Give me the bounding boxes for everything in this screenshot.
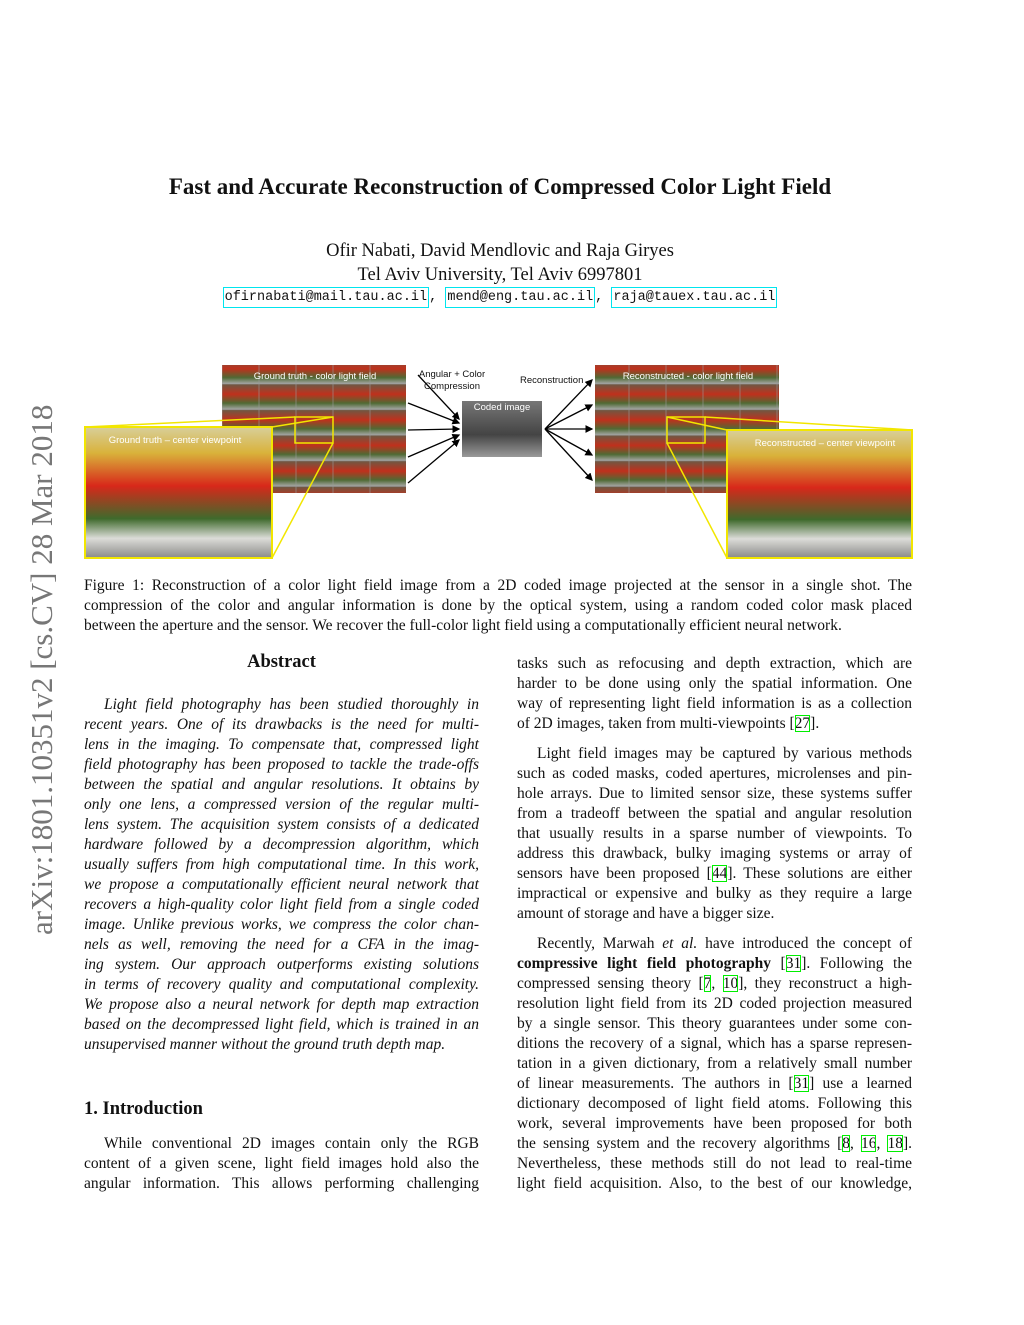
text-line: content of a given scene, light field images hold also the bbox=[84, 1155, 479, 1172]
text-line: angular information. This allows performing challenging bbox=[84, 1175, 479, 1192]
figure-1 bbox=[0, 0, 1024, 580]
text-line: work, several improvements have been proposed for both bbox=[517, 1115, 912, 1132]
text-line: the sensing system and the recovery algorithms [8, 16, 18]. bbox=[517, 1135, 912, 1152]
reconstructed-center-viewpoint-image bbox=[727, 430, 912, 558]
text-line: Light field images may be captured by various methods bbox=[537, 745, 912, 762]
text-line: of 2D images, taken from multi-viewpoints [27]. bbox=[517, 715, 820, 732]
email-link[interactable]: raja@tauex.tau.ac.il bbox=[611, 287, 777, 308]
text-line: in terms of recovery quality and computational complexity. bbox=[84, 976, 479, 993]
gt-field-label: Ground truth - color light field bbox=[253, 371, 377, 382]
citation-link[interactable]: 18 bbox=[887, 1135, 903, 1152]
text-line: between the spatial and angular resolutions. It obtains by bbox=[84, 776, 479, 793]
text-line: only one lens, a compressed version of the regular multi- bbox=[84, 796, 479, 813]
text-line: recent years. One of its drawbacks is the need for multi- bbox=[84, 716, 479, 733]
text-line: ing system. Our approach outperforms existing solutions bbox=[84, 956, 479, 973]
text-line: Light field photography has been studied thoroughly in bbox=[104, 696, 479, 713]
text-line: compressed sensing theory [7, 10], they reconstruct a high- bbox=[517, 975, 912, 992]
right-paragraph-1 bbox=[517, 654, 912, 734]
text-line: usually suffers from high computational time. In this work, bbox=[84, 856, 479, 873]
citation-link[interactable]: 44 bbox=[711, 865, 728, 882]
text-line: from a tradeoff between the spatial and angular resolution bbox=[517, 805, 912, 822]
text-line: unsupervised manner without the ground truth depth map. bbox=[84, 1036, 446, 1053]
text-line: nels as well, removing the need for a CFA in the imag- bbox=[84, 936, 479, 953]
intro-paragraph bbox=[84, 1134, 479, 1194]
gt-center-viewpoint-image bbox=[85, 427, 272, 558]
text-line: image. Unlike previous works, we compress the color chan- bbox=[84, 916, 479, 933]
text-line: hole arrays. Due to limited sensor size, these systems suffer bbox=[517, 785, 912, 802]
rec-field-label: Reconstructed - color light field bbox=[622, 371, 754, 382]
text-line: While conventional 2D images contain only the RGB bbox=[104, 1135, 479, 1152]
text-line: lens in the imaging. To compensate that, compressed light bbox=[84, 736, 479, 753]
citation-link[interactable]: 27 bbox=[794, 715, 811, 732]
text-line: compressive light field photography [31]. Following the bbox=[517, 955, 912, 972]
introduction-heading: 1. Introduction bbox=[84, 1099, 203, 1119]
email-link[interactable]: ofirnabati@mail.tau.ac.il bbox=[223, 287, 430, 308]
paper-title: Fast and Accurate Reconstruction of Compressed Color Light Field bbox=[168, 174, 832, 199]
text-line: address this drawback, bulky imaging systems or array of bbox=[517, 845, 912, 862]
text-line: tation in a given dictionary, from a relatively small number bbox=[517, 1055, 912, 1072]
gt-center-label: Ground truth – center viewpoint bbox=[108, 435, 242, 446]
text-line: by a single sensor. This theory guarantees under some con- bbox=[517, 1015, 912, 1032]
text-line: we propose a computationally efficient neural network that bbox=[84, 876, 479, 893]
text-line: hardware followed by a decompression algorithm, which bbox=[84, 836, 479, 853]
text-line: amount of storage and have a bigger size. bbox=[517, 905, 775, 922]
citation-link[interactable]: 10 bbox=[722, 975, 739, 992]
citation-link[interactable]: 8 bbox=[842, 1135, 850, 1152]
right-paragraph-2 bbox=[517, 744, 912, 924]
text-line: way of representing light field information is as a collection bbox=[517, 695, 912, 712]
italic-term: et al. bbox=[662, 935, 698, 952]
caption-line: compression of the color and angular information is done by the optical system, using a random coded color mask placed bbox=[84, 597, 912, 614]
compression-label: Angular + Color Compression bbox=[418, 369, 486, 392]
authors: Ofir Nabati, David Mendlovic and Raja Giryes bbox=[326, 241, 674, 261]
citation-link[interactable]: 16 bbox=[860, 1135, 877, 1152]
text-line: sensors have been proposed [44]. These solutions are either bbox=[517, 865, 913, 882]
text-line: light field acquisition. Also, to the best of our knowledge, bbox=[517, 1175, 912, 1192]
right-paragraph-3 bbox=[517, 934, 912, 1194]
emails: ofirnabati@mail.tau.ac.il , mend@eng.tau.ac.il , raja@tauex.tau.ac.il bbox=[0, 290, 1000, 305]
text-line: tasks such as refocusing and depth extraction, which are bbox=[517, 655, 912, 672]
text-line: Recently, Marwah et al. have introduced the concept of bbox=[537, 935, 912, 952]
text-line: field photography has been proposed to tackle the trade-offs bbox=[84, 756, 479, 773]
abstract-heading: Abstract bbox=[247, 652, 316, 672]
text-line: based on the decompressed light field, which is trained in an bbox=[84, 1016, 479, 1033]
citation-link[interactable]: 31 bbox=[793, 1075, 810, 1092]
email-link[interactable]: mend@eng.tau.ac.il bbox=[445, 287, 595, 308]
text-line: resolution light field from its 2D coded projection measured bbox=[517, 995, 912, 1012]
text-line: lens system. The acquisition system consists of a dedicated bbox=[84, 816, 479, 833]
text-line: We propose also a neural network for depth map extraction bbox=[84, 996, 479, 1013]
text-line: recovers a high-quality color light field from a single coded bbox=[84, 896, 479, 913]
text-line: harder to be done using only the spatial information. One bbox=[517, 675, 912, 692]
rec-center-label: Reconstructed – center viewpoint bbox=[754, 438, 896, 449]
bold-term: compressive light field photography bbox=[517, 955, 771, 972]
figure-caption bbox=[84, 576, 912, 636]
reconstruction-label: Reconstruction bbox=[520, 375, 584, 386]
text-line: dictionary decomposed of light field atoms. Following this bbox=[517, 1095, 912, 1112]
text-line: such as coded masks, coded apertures, microlenses and pin- bbox=[517, 765, 912, 782]
citation-link[interactable]: 31 bbox=[785, 955, 802, 972]
caption-line: between the aperture and the sensor. We recover the full-color light field using a computationally efficient neural network. bbox=[84, 617, 842, 634]
text-line: Nevertheless, these methods still do not lead to real-time bbox=[517, 1155, 912, 1172]
abstract-body bbox=[84, 695, 479, 1055]
caption-line: Figure 1: Reconstruction of a color light field image from a 2D coded image projected at the sensor in a single shot. The bbox=[84, 577, 912, 594]
text-line: ditions the recovery of a signal, which has a sparse represen- bbox=[517, 1035, 912, 1052]
arxiv-identifier: arXiv:1801.10351v2 [cs.CV] 28 Mar 2018 bbox=[24, 404, 59, 935]
citation-link[interactable]: 7 bbox=[703, 975, 712, 992]
text-line: impractical or expensive and bulky as they require a large bbox=[517, 885, 912, 902]
affiliation: Tel Aviv University, Tel Aviv 6997801 bbox=[357, 265, 643, 285]
text-line: that usually results in a sparse number of viewpoints. To bbox=[517, 825, 912, 842]
text-line: of linear measurements. The authors in [31] use a learned bbox=[517, 1075, 912, 1092]
coded-image-label: Coded image bbox=[473, 402, 531, 413]
